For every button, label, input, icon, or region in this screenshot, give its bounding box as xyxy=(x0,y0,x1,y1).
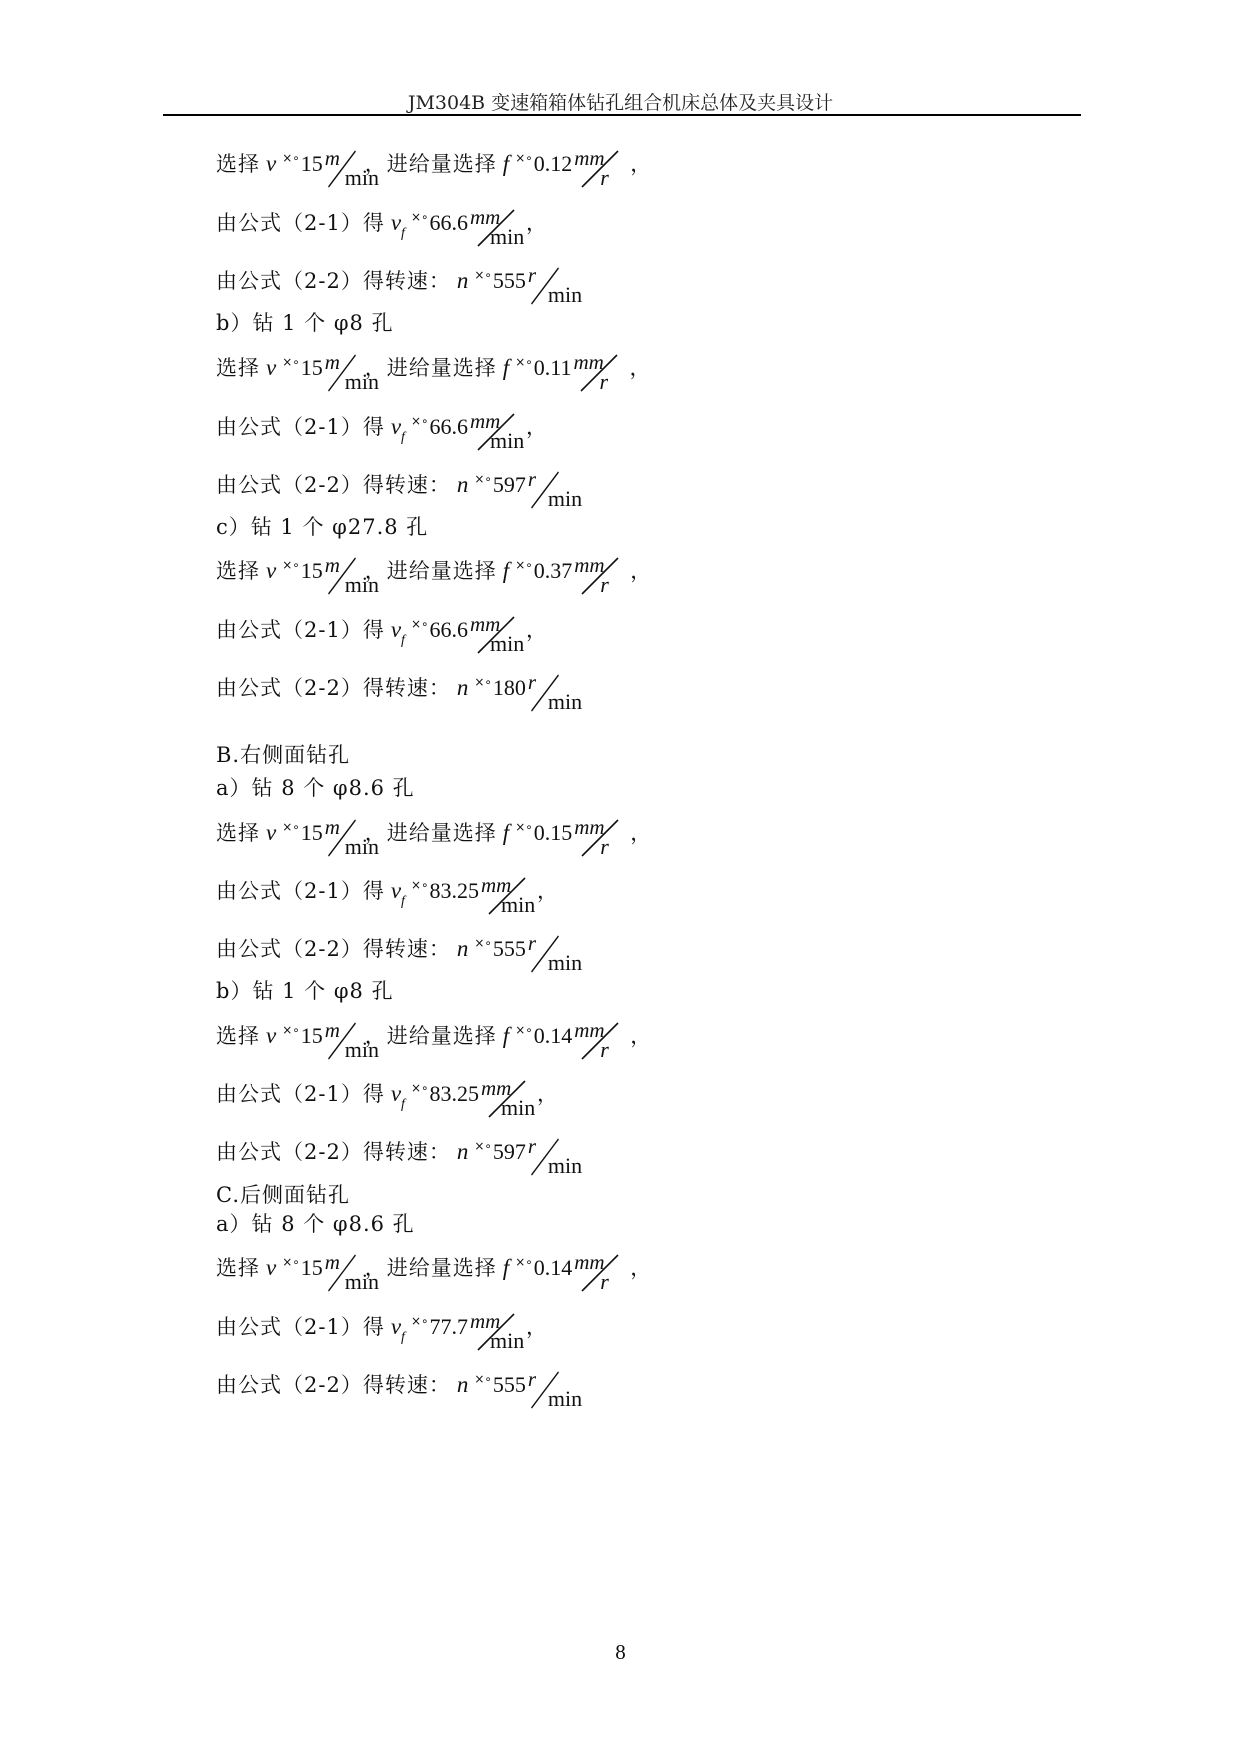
variable-n: n xyxy=(456,675,469,700)
speed-formula-line xyxy=(216,1250,652,1294)
variable-subscript: f xyxy=(401,1097,405,1112)
value: 83.25 xyxy=(429,878,480,903)
unit-denominator: min xyxy=(344,1037,380,1062)
unit-numerator: m xyxy=(324,146,340,170)
heading-line xyxy=(216,1212,415,1236)
approx-symbol: ×∘ xyxy=(474,1139,492,1153)
variable-f: f xyxy=(502,558,510,583)
variable-v: v xyxy=(390,414,402,439)
variable-subscript: f xyxy=(401,894,405,909)
formula-label: 由公式（2-1）得 xyxy=(216,211,385,235)
heading-text: B.右侧面钻孔 xyxy=(216,743,351,767)
unit-numerator: r xyxy=(527,670,537,694)
unit-fraction xyxy=(527,263,583,307)
unit-fraction xyxy=(324,350,380,394)
trailing-comma: ， xyxy=(630,559,652,583)
n-formula-line xyxy=(216,467,583,511)
unit-denominator: min xyxy=(490,1328,525,1353)
unit-fraction xyxy=(527,1367,583,1411)
feed-unit-fraction xyxy=(574,553,624,597)
feed-unit-numerator: mm xyxy=(574,146,605,170)
feed-unit-fraction xyxy=(574,1250,624,1294)
page-number: 8 xyxy=(615,1640,626,1664)
approx-symbol: ×∘ xyxy=(410,414,429,428)
trailing-comma: ， xyxy=(537,879,559,903)
unit-denominator: min xyxy=(547,689,583,714)
feed-value: 0.12 xyxy=(533,151,573,176)
feed-unit-denominator: r xyxy=(600,1037,609,1062)
vf-formula-line xyxy=(216,1076,559,1120)
feed-value: 0.14 xyxy=(533,1255,573,1280)
unit-fraction xyxy=(324,815,380,859)
unit-fraction xyxy=(470,205,525,249)
heading-text: b）钻 1 个 φ8 孔 xyxy=(216,311,394,335)
vf-formula-line xyxy=(216,409,548,453)
value: 180 xyxy=(492,675,526,700)
approx-symbol: ×∘ xyxy=(474,1372,492,1386)
heading-line xyxy=(216,743,350,767)
variable-subscript: f xyxy=(401,633,405,648)
trailing-comma: ， xyxy=(630,152,652,176)
variable-n: n xyxy=(456,1139,469,1164)
unit-numerator: mm xyxy=(481,1076,512,1100)
unit-numerator: m xyxy=(324,1018,340,1042)
feed-label: ，进给量选择 xyxy=(364,1024,497,1048)
variable-v: v xyxy=(390,210,402,235)
approx-symbol: ×∘ xyxy=(410,1314,429,1328)
unit-fraction xyxy=(527,467,583,511)
vf-formula-line xyxy=(216,1309,548,1353)
heading-line xyxy=(216,979,394,1003)
variable-f: f xyxy=(502,1023,510,1048)
unit-numerator: r xyxy=(527,263,537,287)
value: 83.25 xyxy=(429,1081,480,1106)
approx-symbol: ×∘ xyxy=(410,878,429,892)
approx-symbol: ×∘ xyxy=(515,1255,533,1269)
formula-label: 选择 xyxy=(216,152,260,176)
variable-f: f xyxy=(502,355,510,380)
heading-text: a）钻 8 个 φ8.6 孔 xyxy=(216,776,415,800)
formula-label: 由公式（2-1）得 xyxy=(216,1082,385,1106)
n-formula-line xyxy=(216,670,583,714)
unit-fraction xyxy=(470,409,525,453)
heading-line xyxy=(216,515,428,539)
value: 555 xyxy=(492,936,526,961)
unit-denominator: min xyxy=(547,1386,583,1411)
approx-symbol: ×∘ xyxy=(474,675,492,689)
variable-f: f xyxy=(502,820,510,845)
unit-numerator: m xyxy=(324,553,340,577)
approx-symbol: ×∘ xyxy=(282,1023,300,1037)
unit-fraction xyxy=(470,1309,525,1353)
variable-v: v xyxy=(266,820,277,845)
feed-unit-fraction xyxy=(574,815,624,859)
unit-fraction xyxy=(470,612,525,656)
unit-numerator: m xyxy=(324,815,340,839)
approx-symbol: ×∘ xyxy=(282,820,300,834)
value: 555 xyxy=(492,1372,526,1397)
formula-label: 由公式（2-2）得转速： xyxy=(216,1373,451,1397)
approx-symbol: ×∘ xyxy=(410,617,429,631)
heading-line xyxy=(216,311,394,335)
heading-text: b）钻 1 个 φ8 孔 xyxy=(216,979,394,1003)
variable-n: n xyxy=(456,1372,469,1397)
approx-symbol: ×∘ xyxy=(515,1023,533,1037)
running-header-title: JM304B 变速箱箱体钻孔组合机床总体及夹具设计 xyxy=(407,92,834,114)
variable-n: n xyxy=(456,268,469,293)
unit-numerator: mm xyxy=(470,409,501,433)
unit-numerator: mm xyxy=(470,1309,501,1333)
value: 597 xyxy=(492,472,526,497)
feed-unit-fraction xyxy=(574,146,624,190)
variable-n: n xyxy=(456,936,469,961)
variable-v: v xyxy=(266,151,277,176)
feed-value: 0.11 xyxy=(533,355,572,380)
n-formula-line xyxy=(216,931,583,975)
variable-n: n xyxy=(456,472,469,497)
trailing-comma: ， xyxy=(630,1256,652,1280)
feed-unit-denominator: r xyxy=(599,369,609,394)
heading-text: a）钻 8 个 φ8.6 孔 xyxy=(216,1212,415,1236)
unit-fraction xyxy=(527,931,583,975)
heading-text: c）钻 1 个 φ27.8 孔 xyxy=(216,515,429,539)
unit-fraction xyxy=(481,1076,536,1120)
unit-fraction xyxy=(324,1250,380,1294)
heading-text: C.后侧面钻孔 xyxy=(216,1183,350,1207)
feed-unit-numerator: mm xyxy=(574,1018,605,1042)
feed-value: 0.37 xyxy=(533,558,573,583)
unit-denominator: min xyxy=(501,892,536,917)
unit-denominator: min xyxy=(490,224,525,249)
unit-numerator: m xyxy=(324,350,340,374)
unit-denominator: min xyxy=(344,572,380,597)
variable-subscript: f xyxy=(401,1330,405,1345)
value: 66.6 xyxy=(429,210,469,235)
approx-symbol: ×∘ xyxy=(282,558,300,572)
unit-denominator: min xyxy=(490,631,525,656)
unit-numerator: m xyxy=(324,1250,340,1274)
speed-formula-line xyxy=(216,553,652,597)
feed-unit-numerator: mm xyxy=(574,553,605,577)
formula-label: 选择 xyxy=(216,821,260,845)
variable-f: f xyxy=(502,1255,510,1280)
formula-label: 由公式（2-1）得 xyxy=(216,618,385,642)
formula-label: 选择 xyxy=(216,1024,260,1048)
unit-denominator: min xyxy=(490,428,525,453)
approx-symbol: ×∘ xyxy=(474,936,492,950)
formula-label: 由公式（2-2）得转速： xyxy=(216,473,451,497)
formula-label: 由公式（2-1）得 xyxy=(216,415,385,439)
variable-v: v xyxy=(390,617,402,642)
variable-v: v xyxy=(266,1023,277,1048)
feed-label: ，进给量选择 xyxy=(364,1256,497,1280)
unit-numerator: r xyxy=(527,1134,537,1158)
trailing-comma: ， xyxy=(526,415,548,439)
feed-unit-numerator: mm xyxy=(574,815,605,839)
value: 15 xyxy=(300,1255,323,1280)
unit-denominator: min xyxy=(547,1153,583,1178)
approx-symbol: ×∘ xyxy=(474,472,492,486)
value: 15 xyxy=(300,558,323,583)
variable-v: v xyxy=(390,878,402,903)
unit-denominator: min xyxy=(547,950,583,975)
feed-unit-denominator: r xyxy=(600,834,609,859)
approx-symbol: ×∘ xyxy=(282,355,300,369)
unit-fraction xyxy=(324,1018,380,1062)
unit-denominator: min xyxy=(344,1269,380,1294)
value: 15 xyxy=(300,1023,323,1048)
variable-subscript: f xyxy=(401,430,405,445)
feed-unit-fraction xyxy=(573,350,623,394)
unit-denominator: min xyxy=(547,486,583,511)
feed-label: ，进给量选择 xyxy=(364,356,497,380)
unit-denominator: min xyxy=(547,282,583,307)
feed-unit-denominator: r xyxy=(600,165,609,190)
value: 15 xyxy=(300,151,323,176)
unit-fraction xyxy=(481,873,536,917)
heading-line xyxy=(216,1183,350,1207)
speed-formula-line xyxy=(216,350,651,394)
n-formula-line xyxy=(216,1134,583,1178)
approx-symbol: ×∘ xyxy=(515,355,533,369)
variable-v: v xyxy=(390,1081,402,1106)
formula-label: 由公式（2-2）得转速： xyxy=(216,937,451,961)
feed-label: ，进给量选择 xyxy=(364,152,497,176)
approx-symbol: ×∘ xyxy=(410,1081,429,1095)
speed-formula-line xyxy=(216,815,652,859)
trailing-comma: ， xyxy=(526,1315,548,1339)
n-formula-line xyxy=(216,263,583,307)
speed-formula-line xyxy=(216,146,652,190)
unit-fraction xyxy=(527,670,583,714)
unit-denominator: min xyxy=(344,369,380,394)
feed-value: 0.15 xyxy=(533,820,573,845)
approx-symbol: ×∘ xyxy=(282,151,300,165)
approx-symbol: ×∘ xyxy=(282,1255,300,1269)
variable-v: v xyxy=(266,355,277,380)
approx-symbol: ×∘ xyxy=(515,558,533,572)
variable-subscript: f xyxy=(401,226,405,241)
n-formula-line xyxy=(216,1367,583,1411)
feed-unit-denominator: r xyxy=(600,1269,609,1294)
variable-f: f xyxy=(502,151,510,176)
unit-numerator: r xyxy=(527,1367,537,1391)
value: 15 xyxy=(300,820,323,845)
feed-label: ，进给量选择 xyxy=(364,559,497,583)
value: 597 xyxy=(492,1139,526,1164)
unit-numerator: mm xyxy=(470,612,501,636)
trailing-comma: ， xyxy=(537,1082,559,1106)
formula-label: 由公式（2-2）得转速： xyxy=(216,676,451,700)
unit-numerator: mm xyxy=(481,873,512,897)
heading-line xyxy=(216,776,415,800)
vf-formula-line xyxy=(216,205,548,249)
feed-unit-fraction xyxy=(574,1018,624,1062)
variable-v: v xyxy=(390,1314,402,1339)
trailing-comma: ， xyxy=(630,821,652,845)
unit-fraction xyxy=(324,553,380,597)
vf-formula-line xyxy=(216,873,559,917)
unit-denominator: min xyxy=(501,1095,536,1120)
formula-label: 选择 xyxy=(216,1256,260,1280)
unit-numerator: r xyxy=(527,931,537,955)
variable-v: v xyxy=(266,558,277,583)
approx-symbol: ×∘ xyxy=(515,151,533,165)
approx-symbol: ×∘ xyxy=(474,268,492,282)
trailing-comma: ， xyxy=(526,211,548,235)
value: 66.6 xyxy=(429,617,469,642)
unit-fraction xyxy=(324,146,380,190)
trailing-comma: ， xyxy=(526,618,548,642)
feed-value: 0.14 xyxy=(533,1023,573,1048)
feed-unit-numerator: mm xyxy=(573,350,604,374)
approx-symbol: ×∘ xyxy=(515,820,533,834)
unit-numerator: mm xyxy=(470,205,501,229)
formula-label: 选择 xyxy=(216,559,260,583)
variable-v: v xyxy=(266,1255,277,1280)
formula-label: 由公式（2-2）得转速： xyxy=(216,1140,451,1164)
formula-label: 由公式（2-1）得 xyxy=(216,1315,385,1339)
unit-numerator: r xyxy=(527,467,537,491)
value: 66.6 xyxy=(429,414,469,439)
value: 555 xyxy=(492,268,526,293)
formula-label: 由公式（2-2）得转速： xyxy=(216,269,451,293)
feed-unit-denominator: r xyxy=(600,572,609,597)
trailing-comma: ， xyxy=(629,356,651,380)
speed-formula-line xyxy=(216,1018,652,1062)
unit-denominator: min xyxy=(344,165,380,190)
vf-formula-line xyxy=(216,612,548,656)
value: 77.7 xyxy=(429,1314,469,1339)
feed-unit-numerator: mm xyxy=(574,1250,605,1274)
feed-label: ，进给量选择 xyxy=(364,821,497,845)
formula-label: 选择 xyxy=(216,356,260,380)
approx-symbol: ×∘ xyxy=(410,210,429,224)
formula-label: 由公式（2-1）得 xyxy=(216,879,385,903)
unit-fraction xyxy=(527,1134,583,1178)
unit-denominator: min xyxy=(344,834,380,859)
value: 15 xyxy=(300,355,323,380)
trailing-comma: ， xyxy=(630,1024,652,1048)
